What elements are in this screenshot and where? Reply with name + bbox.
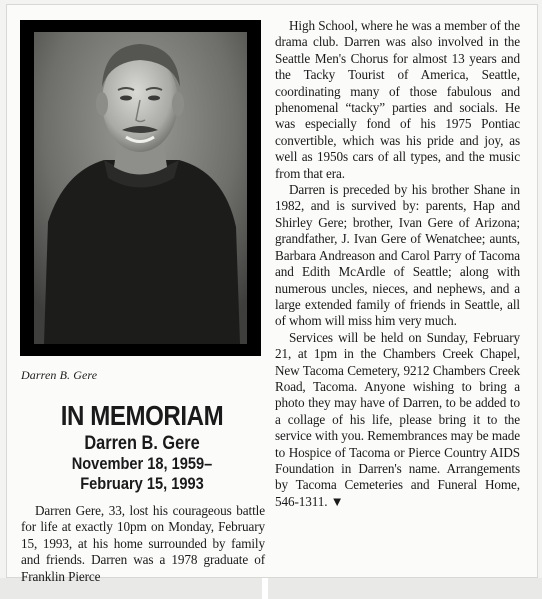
paragraph-services: Services will be held on Sunday, February 21, at 1pm in the Chambers Creek Chapel, New Tacoma Cemetery, 9212 Chambers Creek Road, Tacoma. Anyone wishing to bring a photo they may have of Darren, to be added to a collage of his life, please bring it to the service with you. Remembrances may be made to Hospice of Tacoma or Pierce Country AIDS Foundation in Darren's name. Arrangements by Tacoma Cemeteries and Funeral Home, 546-1311. ▼ xyxy=(275,329,520,509)
portrait-photo xyxy=(34,32,247,344)
left-column-text xyxy=(21,503,265,585)
headline-block xyxy=(37,402,247,494)
portrait-photo-frame xyxy=(20,20,261,356)
paragraph-intro: Darren Gere, 33, lost his courageous battle for life at exactly 10pm on Monday, February 15, 1993, at his home surrounded by family and friends. Darren was a 1978 graduate of Franklin Pierce xyxy=(21,503,265,584)
paragraph-survivors: Darren is preceded by his brother Shane in 1982, and is survived by: parents, Hap and Shirley Gere; brother, Ivan Gere of Arizona; grandfather, J. Ivan Gere of Wenatchee; aunts, Barbara Andreason and Carol Parry of Tacoma and Edith McArdle of Seattle; along with numerous uncles, nieces, and nephews, and a large extended family of friends in Seattle, all of whom will miss him very much. xyxy=(275,182,520,329)
headline-title: IN MEMORIAM xyxy=(60,400,224,431)
headline-death-date: February 15, 1993 xyxy=(80,474,204,493)
paragraph-intro-continued: High School, where he was a member of the drama club. Darren was also involved in the Seattle Men's Chorus for almost 13 years and the Tacky Tourist of America, Seattle, coordinating many of those fabulous and phenomenal “tacky” parties and socials. He was especially fond of his 1975 Pontiac convertible, which was his pride and joy, as well as 1950s cars of all types, and the music from that era. xyxy=(275,18,520,181)
right-column-text xyxy=(275,18,520,510)
headline-name: Darren B. Gere xyxy=(84,433,200,454)
photo-caption: Darren B. Gere xyxy=(21,368,98,382)
headline-birth-date: November 18, 1959– xyxy=(71,454,213,473)
